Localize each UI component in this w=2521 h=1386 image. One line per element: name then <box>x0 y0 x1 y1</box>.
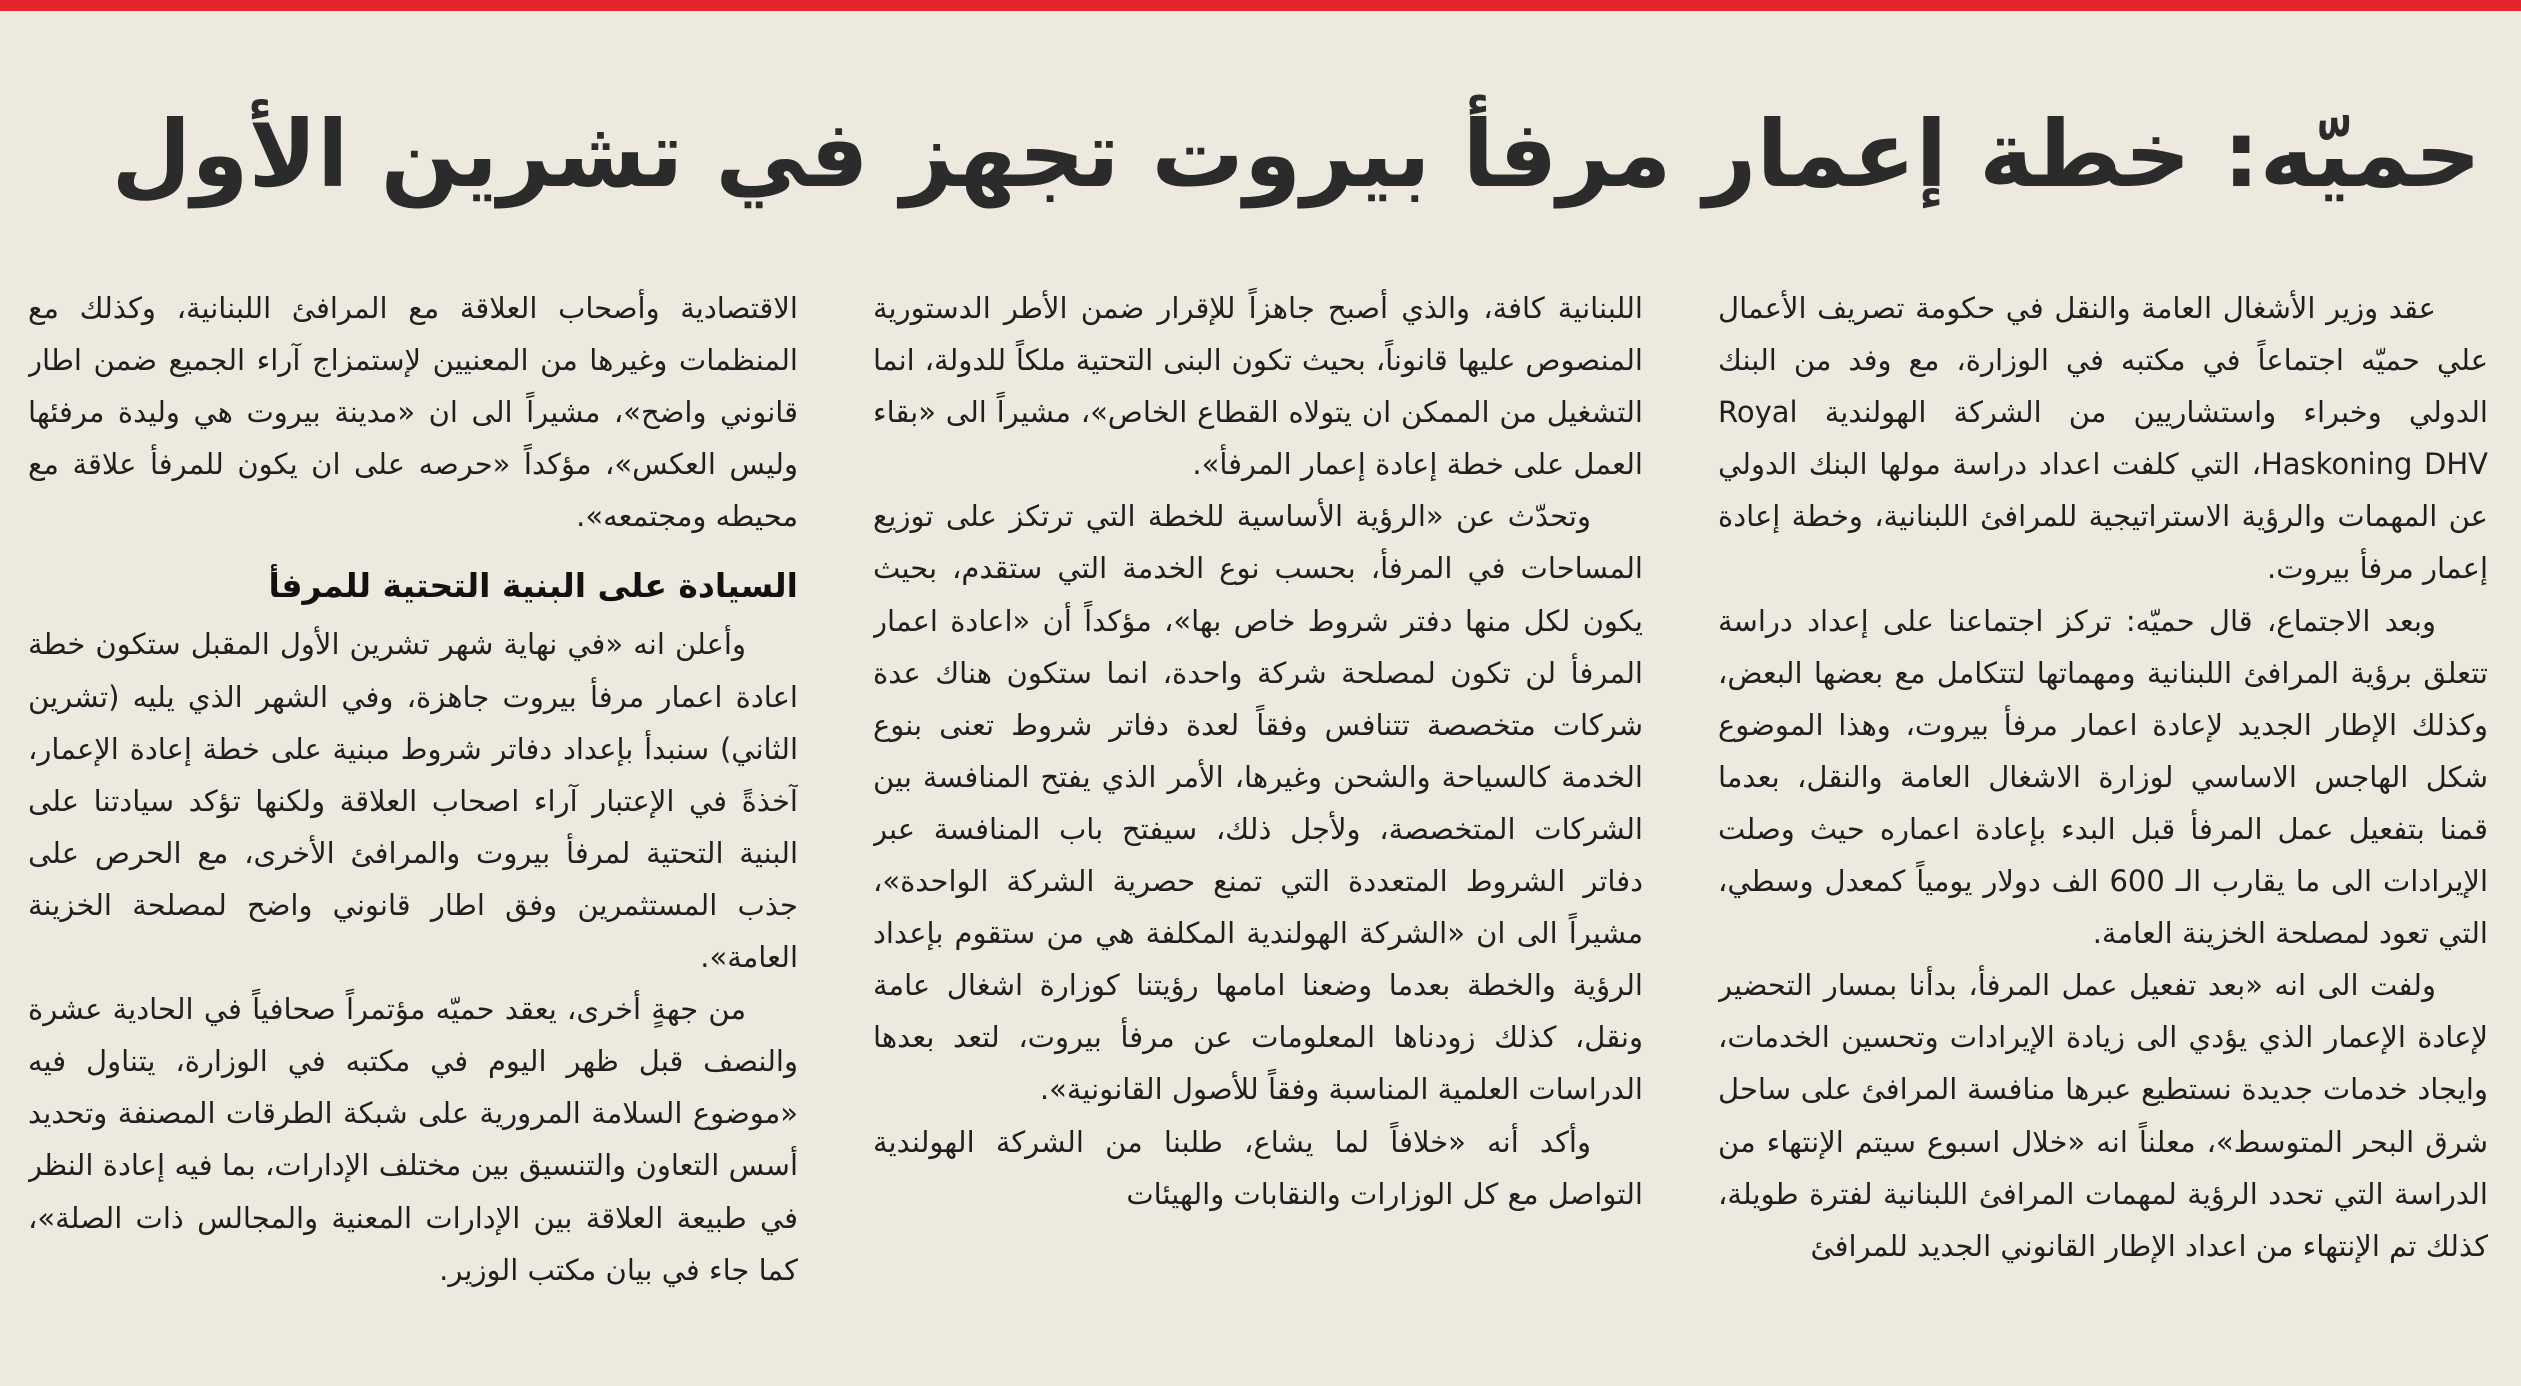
paragraph: وتحدّث عن «الرؤية الأساسية للخطة التي ترتكز على توزيع المساحات في المرفأ، بحسب نوع الخدمة التي ستقدم، بحيث يكون لكل منها دفتر شروط خاص بها»، مؤكداً أن «اعادة اعمار المرفأ لن تكون لمصلحة شركة واحدة، انما ستكون هناك عدة شركات متخصصة تتنافس وفقاً لعدة دفاتر شروط تعنى بنوع الخدمة كالسياحة والشحن وغيرها، الأمر الذي يفتح المنافسة بين الشركات المتخصصة، ولأجل ذلك، سيفتح باب المنافسة عبر دفاتر الشروط المتعددة التي تمنع حصرية الشركة الواحدة»، مشيراً الى ان «الشركة الهولندية المكلفة هي من ستقوم بإعداد الرؤية والخطة بعدما وضعنا امامها رؤيتنا كوزارة اشغال عامة ونقل، كذلك زودناها المعلومات عن مرفأ بيروت، لتعد بعدها الدراسات العلمية المناسبة وفقاً للأصول القانونية». <box>873 499 1643 1107</box>
section-subheading: السيادة على البنية التحتية للمرفأ <box>268 566 798 606</box>
paragraph: من جهةٍ أخرى، يعقد حميّه مؤتمراً صحافياً في الحادية عشرة والنصف قبل ظهر اليوم في مكتبه في الوزارة، يتناول فيه «موضوع السلامة المرورية على شبكة الطرقات المصنفة وتحديد أسس التعاون والتنسيق بين مختلف الإدارات، بما فيه إعادة النظر في طبيعة العلاقة بين الإدارات المعنية والمجالس ذات الصلة»، كما جاء في بيان مكتب الوزير. <box>28 992 798 1287</box>
top-accent-bar <box>0 0 2521 11</box>
paragraph: ولفت الى انه «بعد تفعيل عمل المرفأ، بدأنا بمسار التحضير لإعادة الإعمار الذي يؤدي الى زيادة الإيرادات وتحسين الخدمات، وايجاد خدمات جديدة نستطيع عبرها منافسة المرافئ على ساحل شرق البحر المتوسط»، معلناً انه «خلال اسبوع سيتم الإنتهاء من الدراسة التي تحدد الرؤية لمهمات المرافئ اللبنانية لفترة طويلة، كذلك تم الإنتهاء من اعداد الإطار القانوني الجديد للمرافئ <box>1718 968 2488 1263</box>
paragraph: عقد وزير الأشغال العامة والنقل في حكومة تصريف الأعمال علي حميّه اجتماعاً في مكتبه في الوزارة، مع وفد من البنك الدولي وخبراء واستشاريين من الشركة الهولندية Royal Haskoning DHV، التي كلفت اعداد دراسة مولها البنك الدولي عن المهمات والرؤية الاستراتيجية للمرافئ اللبنانية، وخطة إعادة إعمار مرفأ بيروت. <box>1718 291 2488 586</box>
column-right <box>1718 282 2488 1377</box>
paragraph: وأكد أنه «خلافاً لما يشاع، طلبنا من الشركة الهولندية التواصل مع كل الوزارات والنقابات والهيئات <box>873 1124 1643 1211</box>
article-body <box>28 282 2488 1377</box>
article-headline: حميّه: خطة إعمار مرفأ بيروت تجهز في تشرين الأول <box>111 101 2481 208</box>
paragraph: وأعلن انه «في نهاية شهر تشرين الأول المقبل ستكون خطة اعادة اعمار مرفأ بيروت جاهزة، وفي الشهر الذي يليه (تشرين الثاني) سنبدأ بإعداد دفاتر شروط مبنية على خطة إعادة الإعمار، آخذةً في الإعتبار آراء اصحاب العلاقة ولكنها تؤكد سيادتنا على البنية التحتية لمرفأ بيروت والمرافئ الأخرى، مع الحرص على جذب المستثمرين وفق اطار قانوني واضح لمصلحة الخزينة العامة». <box>28 627 798 975</box>
column-middle <box>873 282 1643 1377</box>
column-left <box>28 282 798 1377</box>
paragraph: الاقتصادية وأصحاب العلاقة مع المرافئ اللبنانية، وكذلك مع المنظمات وغيرها من المعنيين لإستمزاج آراء الجميع ضمن اطار قانوني واضح»، مشيراً الى ان «مدينة بيروت هي وليدة مرفئها وليس العكس»، مؤكداً «حرصه على ان يكون للمرفأ علاقة مع محيطه ومجتمعه». <box>28 291 798 534</box>
paragraph: اللبنانية كافة، والذي أصبح جاهزاً للإقرار ضمن الأطر الدستورية المنصوص عليها قانوناً، بحيث تكون البنى التحتية ملكاً للدولة، انما التشغيل من الممكن ان يتولاه القطاع الخاص»، مشيراً الى «بقاء العمل على خطة إعادة إعمار المرفأ». <box>873 291 1643 482</box>
paragraph: وبعد الاجتماع، قال حميّه: تركز اجتماعنا على إعداد دراسة تتعلق برؤية المرافئ اللبنانية ومهماتها لتتكامل مع بعضها البعض، وكذلك الإطار الجديد لإعادة اعمار مرفأ بيروت، وهذا الموضوع شكل الهاجس الاساسي لوزارة الاشغال العامة والنقل، بعدما قمنا بتفعيل عمل المرفأ قبل البدء بإعادة اعماره حيث وصلت الإيرادات الى ما يقارب الـ 600 الف دولار يومياً كمعدل وسطي، التي تعود لمصلحة الخزينة العامة. <box>1718 603 2488 951</box>
